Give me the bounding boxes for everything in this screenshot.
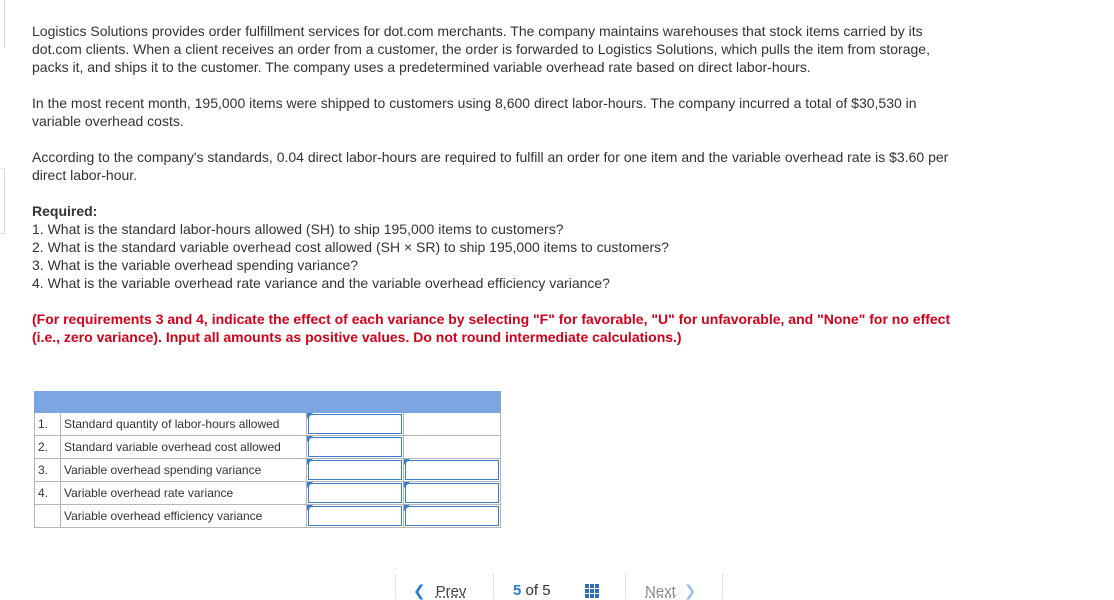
amount-input[interactable] (308, 483, 402, 503)
input-marker-icon (307, 413, 313, 419)
select-marker-icon (404, 482, 410, 488)
table-row (35, 413, 501, 436)
problem-paragraph-1: Logistics Solutions provides order fulfillment services for dot.com merchants. The company maintains warehouses that stock items carried by its dot.com clients. When a client receives an order from a customer, the order is forwarded to Logistics Solutions, which pulls the item from storage, packs it, and ships it to the customer. The company uses a predetermined variable overhead rate based on direct labor-hours. (32, 23, 930, 75)
row-number: 3. (35, 459, 61, 482)
amount-input[interactable] (308, 414, 402, 434)
next-button[interactable] (645, 582, 696, 600)
grid-view-icon[interactable] (585, 584, 599, 598)
effect-cell-empty (404, 413, 501, 436)
row-number: 4. (35, 482, 61, 505)
requirement-3: 3. What is the variable overhead spending variance? (32, 257, 359, 273)
chevron-left-icon: ❮ (413, 583, 426, 600)
select-marker-icon (404, 459, 410, 465)
input-marker-icon (307, 459, 313, 465)
left-rail-tab (0, 168, 5, 234)
row-number (35, 505, 61, 528)
effect-select-cell[interactable] (404, 505, 501, 528)
amount-input-cell[interactable] (307, 482, 404, 505)
pager-divider (722, 574, 723, 599)
pager-divider (395, 574, 396, 599)
page-of-label: of (525, 582, 539, 599)
amount-input-cell[interactable] (307, 505, 404, 528)
row-number: 1. (35, 413, 61, 436)
amount-input-cell[interactable] (307, 459, 404, 482)
problem-paragraph-3: According to the company's standards, 0.04 direct labor-hours are required to fulfill an order for one item and the variable overhead rate is $3.60 per direct labor-hour. (32, 149, 949, 183)
table-row (35, 459, 501, 482)
amount-input[interactable] (308, 506, 402, 526)
page-indicator (513, 582, 551, 599)
required-heading: Required: (32, 203, 98, 219)
table-row (35, 436, 501, 459)
table-row (35, 482, 501, 505)
requirement-1: 1. What is the standard labor-hours allowed (SH) to ship 195,000 items to customers? (32, 221, 564, 237)
requirements-list (32, 220, 967, 292)
amount-input[interactable] (308, 437, 402, 457)
pager-divider (493, 574, 494, 599)
prev-label: Prev (435, 583, 467, 600)
row-label: Variable overhead efficiency variance (61, 505, 307, 528)
next-label: Next (645, 583, 676, 600)
input-marker-icon (307, 436, 313, 442)
pager-divider (625, 574, 626, 599)
effect-select-cell[interactable] (404, 459, 501, 482)
input-marker-icon (307, 482, 313, 488)
row-label: Standard quantity of labor-hours allowed (61, 413, 307, 436)
problem-paragraph-2: In the most recent month, 195,000 items were shipped to customers using 8,600 direct labor-hours. The company incurred a total of $30,530 in variable overhead costs. (32, 95, 917, 129)
row-number: 2. (35, 436, 61, 459)
amount-input[interactable] (308, 460, 402, 480)
requirement-2: 2. What is the standard variable overhead cost allowed (SH × SR) to ship 195,000 items to customers? (32, 239, 669, 255)
instruction-text: (For requirements 3 and 4, indicate the effect of each variance by selecting "F" for favorable, "U" for unfavorable, and "None" for no effect (i.e., zero variance). Input all amounts as positive values. Do not round intermediate calculations.) (32, 311, 951, 345)
requirement-4: 4. What is the variable overhead rate variance and the variable overhead efficiency variance? (32, 275, 610, 291)
amount-input-cell[interactable] (307, 413, 404, 436)
answer-table-header-cell (35, 392, 501, 413)
select-marker-icon (404, 505, 410, 511)
pagination-bar (395, 574, 723, 599)
row-label: Standard variable overhead cost allowed (61, 436, 307, 459)
answer-table-header (35, 392, 501, 413)
current-page: 5 (513, 582, 522, 599)
table-row (35, 505, 501, 528)
row-label: Variable overhead rate variance (61, 482, 307, 505)
answer-table (34, 391, 501, 528)
chevron-right-icon: ❯ (683, 583, 697, 600)
prev-button[interactable] (413, 582, 466, 600)
effect-select[interactable] (405, 506, 499, 526)
input-marker-icon (307, 505, 313, 511)
effect-select[interactable] (405, 460, 499, 480)
problem-content (32, 22, 967, 346)
left-rail-edge (0, 0, 5, 48)
effect-select[interactable] (405, 483, 499, 503)
effect-select-cell[interactable] (404, 482, 501, 505)
total-pages: 5 (542, 582, 551, 599)
effect-cell-empty (404, 436, 501, 459)
amount-input-cell[interactable] (307, 436, 404, 459)
row-label: Variable overhead spending variance (61, 459, 307, 482)
